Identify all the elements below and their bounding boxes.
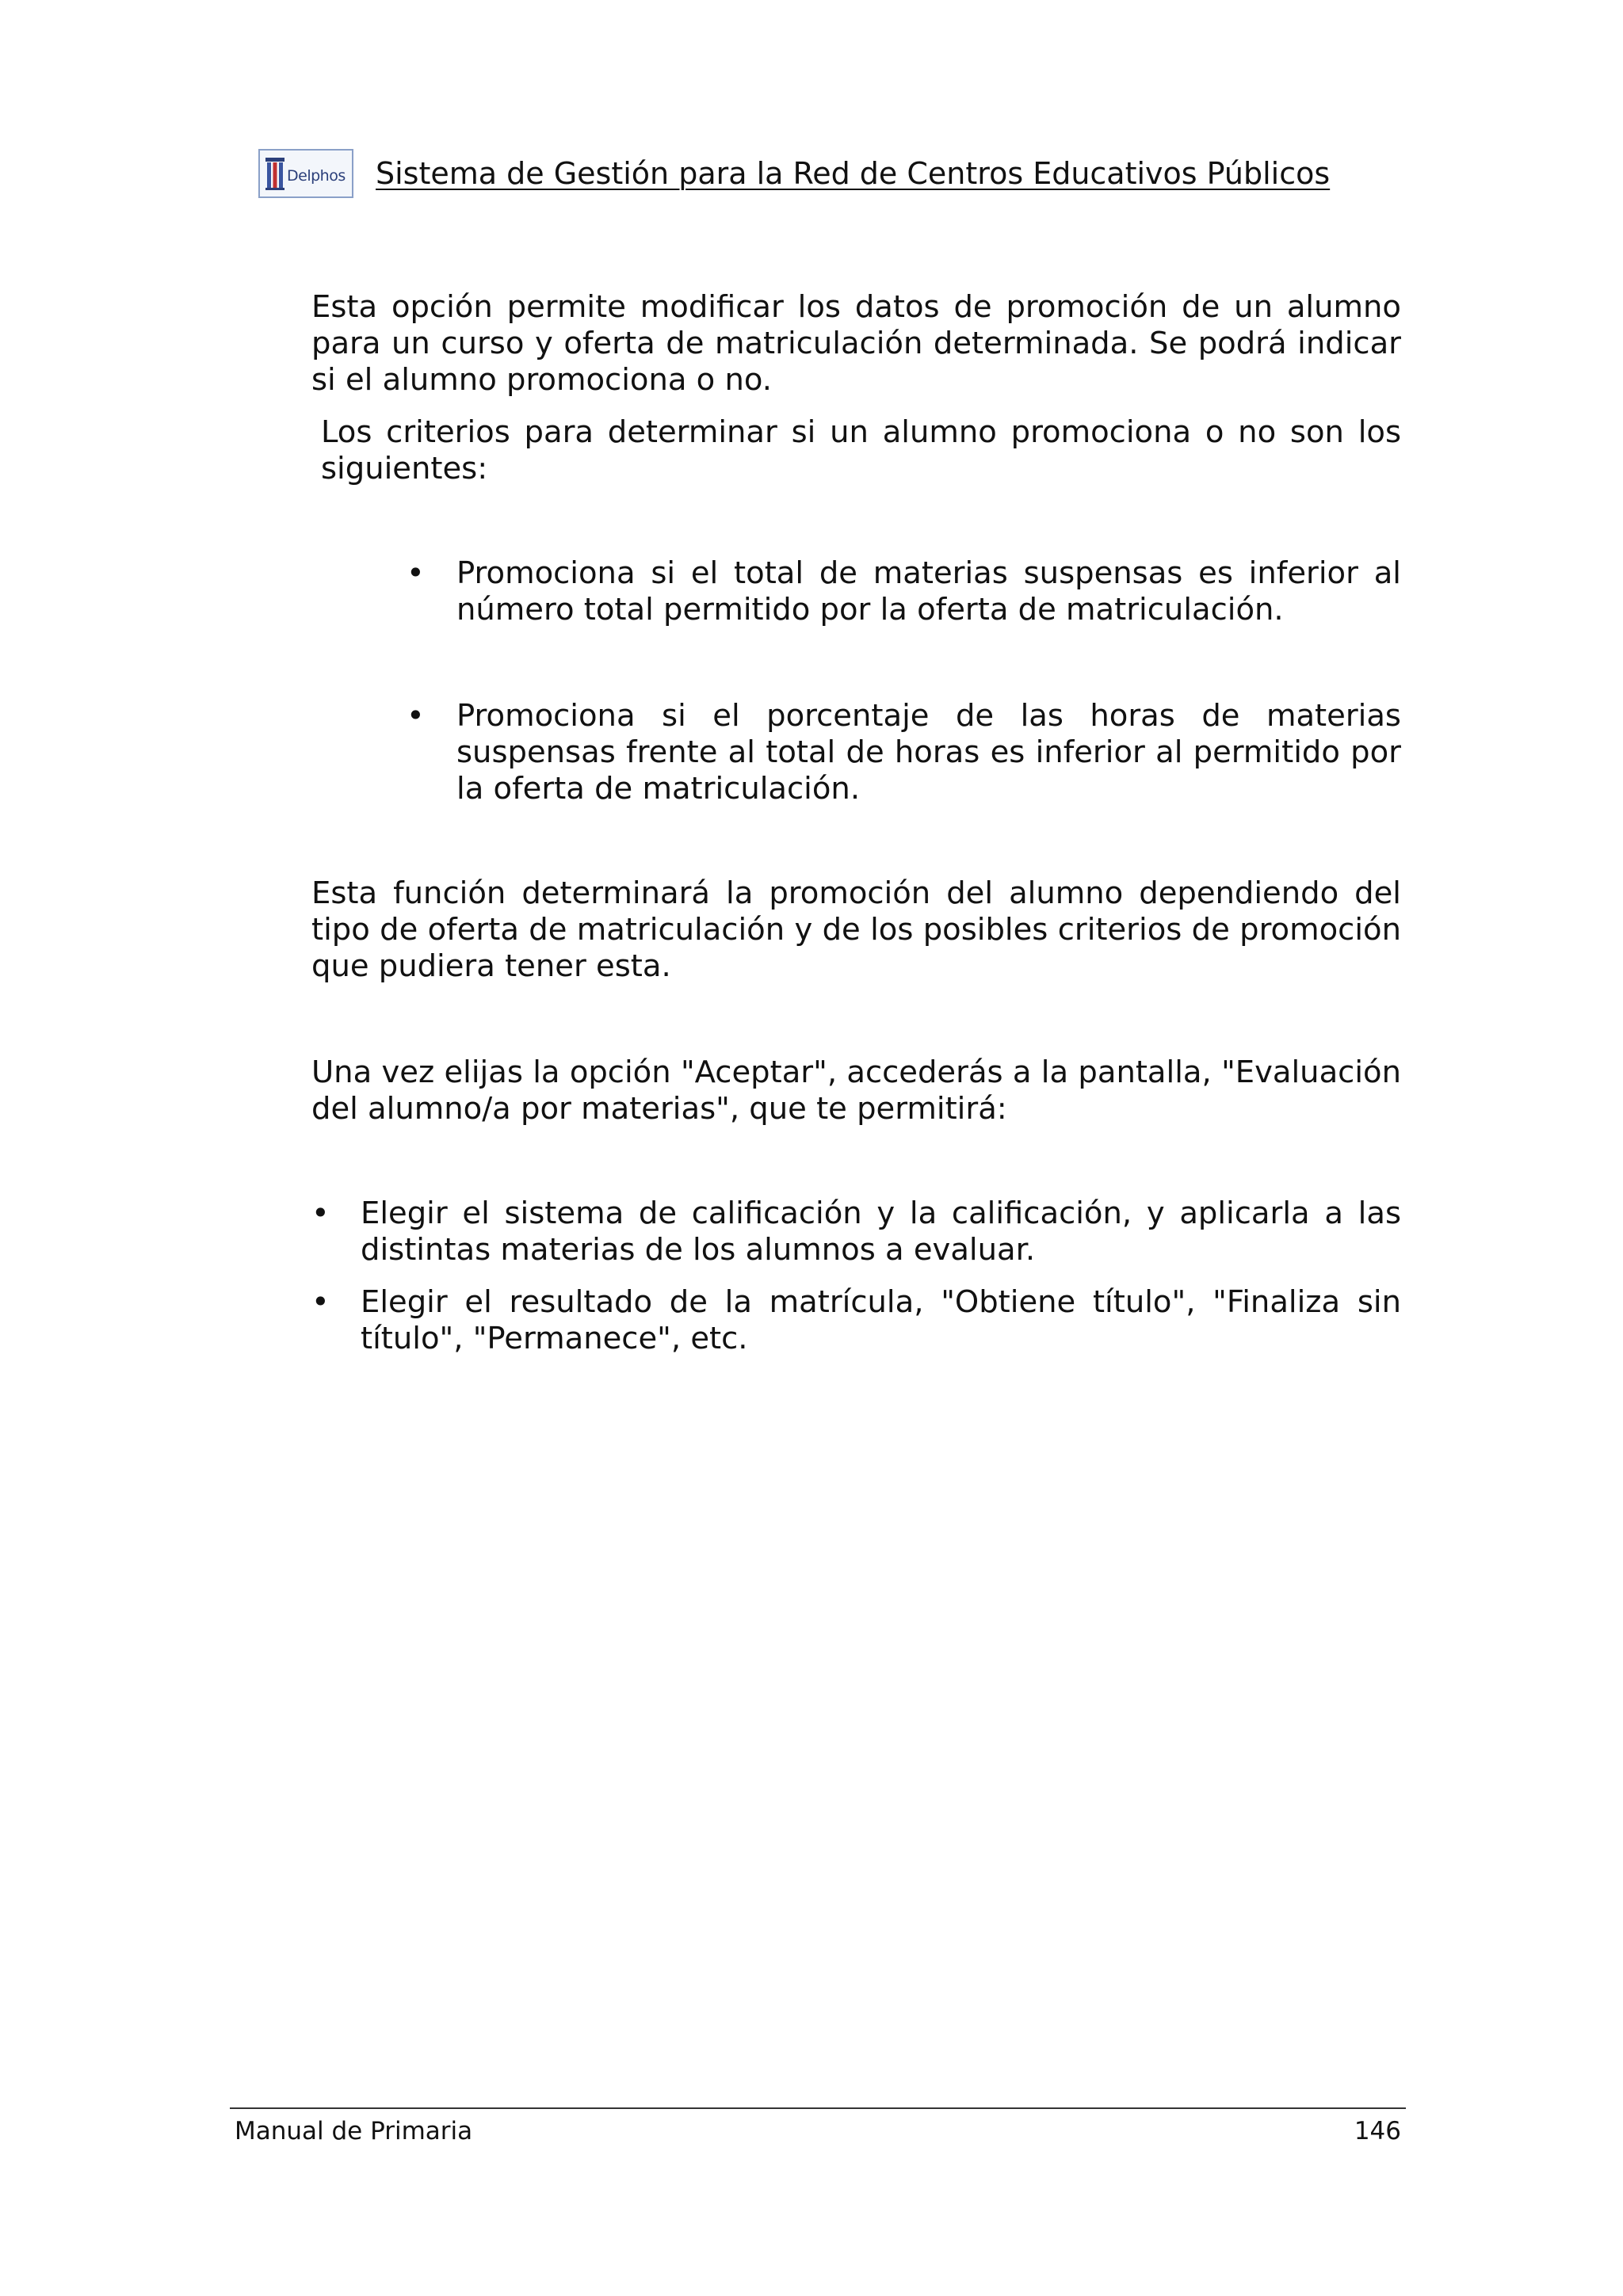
list-item-text: Promociona si el porcentaje de las horas de materias suspensas frente al total de horas es inferior al permitido por la oferta de matriculación. (456, 698, 1401, 807)
delphos-logo (258, 149, 353, 198)
header-title: Sistema de Gestión para la Red de Centros Educativos Públicos (376, 156, 1331, 191)
logo-text: Delphos (287, 167, 346, 185)
intro-paragraph: Esta opción permite modificar los datos de promoción de un alumno para un curso y oferta de matriculación determinada. Se podrá indicar si el alumno promociona o no. (311, 289, 1401, 398)
document-body (311, 289, 1401, 1357)
list-item (311, 555, 1401, 628)
accept-paragraph: Una vez elijas la opción "Aceptar", accederás a la pantalla, "Evaluación del alumno/a por materias", que te permitirá: (311, 1055, 1401, 1127)
function-paragraph: Esta función determinará la promoción del alumno dependiendo del tipo de oferta de matriculación y de los posibles criterios de promoción que pudiera tener esta. (311, 875, 1401, 984)
list-item (311, 1196, 1401, 1268)
page-number: 146 (1354, 2117, 1401, 2145)
list-item (311, 698, 1401, 807)
page-header (258, 147, 1330, 200)
bullet-icon: • (407, 698, 425, 734)
criteria-intro-paragraph: Los criterios para determinar si un alumno promociona o no son los siguientes: (321, 414, 1401, 486)
list-item-text: Elegir el resultado de la matrícula, "Obtiene título", "Finaliza sin título", "Permanece", etc. (361, 1284, 1401, 1356)
page-footer (230, 2107, 1406, 2145)
list-item-text: Promociona si el total de materias suspensas es inferior al número total permitido por la oferta de matriculación. (456, 555, 1401, 627)
columns-icon (265, 156, 285, 191)
criteria-list (311, 555, 1401, 807)
options-list (311, 1196, 1401, 1357)
footer-manual-title: Manual de Primaria (235, 2117, 473, 2145)
bullet-icon: • (311, 1284, 330, 1320)
list-item (311, 1284, 1401, 1357)
bullet-icon: • (407, 555, 425, 591)
list-item-text: Elegir el sistema de calificación y la calificación, y aplicarla a las distintas materias de los alumnos a evaluar. (361, 1196, 1401, 1268)
bullet-icon: • (311, 1196, 330, 1231)
